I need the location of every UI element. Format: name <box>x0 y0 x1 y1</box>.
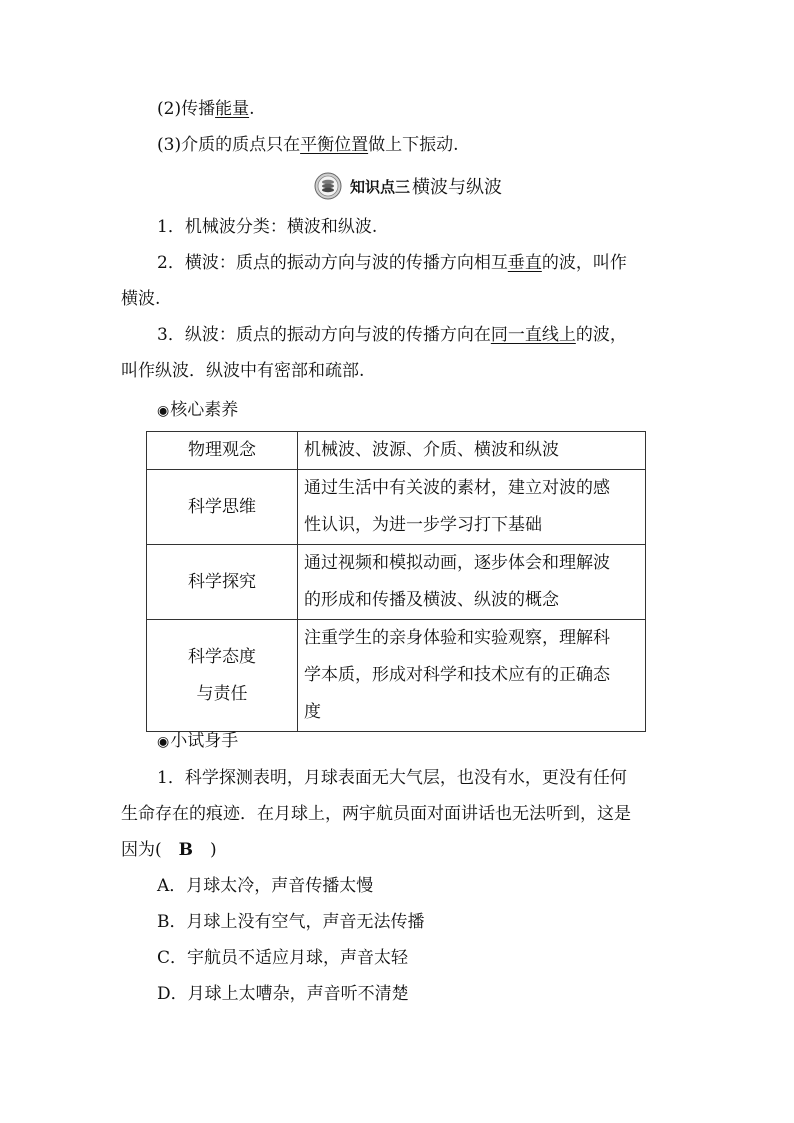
point-3-continuation: 叫作纵波．纵波中有密部和疏部. <box>121 361 365 381</box>
question-1-line-1: 1．科学探测表明，月球表面无大气层，也没有水，更没有任何 <box>157 768 627 788</box>
table-value-cell: 通过视频和模拟动画，逐步体会和理解波 的形成和传播及横波、纵波的概念 <box>298 545 646 620</box>
knowledge-point-title: 横波与纵波 <box>412 177 503 198</box>
point-3: 3．纵波：质点的振动方向与波的传播方向在同一直线上的波， <box>157 325 627 345</box>
layered-disc-icon <box>314 172 342 200</box>
intro-line-2: (2)传播能量. <box>157 99 255 119</box>
option-d: D．月球上太嘈杂，声音听不清楚 <box>157 984 409 1004</box>
intro-line-3: (3)介质的质点只在平衡位置做上下振动. <box>157 135 459 155</box>
table-row <box>147 545 646 620</box>
option-b: B．月球上没有空气，声音无法传播 <box>157 912 425 932</box>
option-a: A．月球太冷，声音传播太慢 <box>157 876 374 896</box>
underlined-term: 平衡位置 <box>300 135 369 155</box>
question-1-line-3: 因为( B ) <box>121 840 217 860</box>
table-key-cell: 科学态度 与责任 <box>147 620 298 732</box>
quiz-heading: ◉小试身手 <box>157 731 239 751</box>
point-2-continuation: 横波. <box>121 289 161 309</box>
question-1-line-2: 生命存在的痕迹．在月球上，两宇航员面对面讲话也无法听到，这是 <box>121 804 631 824</box>
table-row <box>147 620 646 732</box>
underlined-term: 能量 <box>215 99 250 119</box>
table-value-cell: 注重学生的亲身体验和实验观察，理解科 学本质，形成对科学和技术应有的正确态 度 <box>298 620 646 732</box>
bullet-icon: ◉ <box>157 403 170 419</box>
answer-letter: B <box>178 840 194 860</box>
underlined-term: 垂直 <box>507 253 542 273</box>
table-value-cell: 机械波、波源、介质、横波和纵波 <box>298 432 646 470</box>
table-key-cell: 科学思维 <box>147 470 298 545</box>
option-c: C．宇航员不适应月球，声音太轻 <box>157 948 409 968</box>
table-key-cell: 科学探究 <box>147 545 298 620</box>
bullet-icon: ◉ <box>157 734 170 750</box>
core-competency-table <box>146 431 646 732</box>
underlined-term: 同一直线上 <box>490 325 576 345</box>
table-row <box>147 432 646 470</box>
table-row <box>147 470 646 545</box>
point-1: 1．机械波分类：横波和纵波. <box>157 217 378 237</box>
table-value-cell: 通过生活中有关波的素材，建立对波的感 性认识，为进一步学习打下基础 <box>298 470 646 545</box>
point-2: 2．横波：质点的振动方向与波的传播方向相互垂直的波，叫作 <box>157 253 627 273</box>
table-key-cell: 物理观念 <box>147 432 298 470</box>
knowledge-point-header <box>314 170 502 202</box>
knowledge-point-tag: 知识点三 <box>350 177 411 196</box>
core-heading: ◉核心素养 <box>157 400 239 420</box>
